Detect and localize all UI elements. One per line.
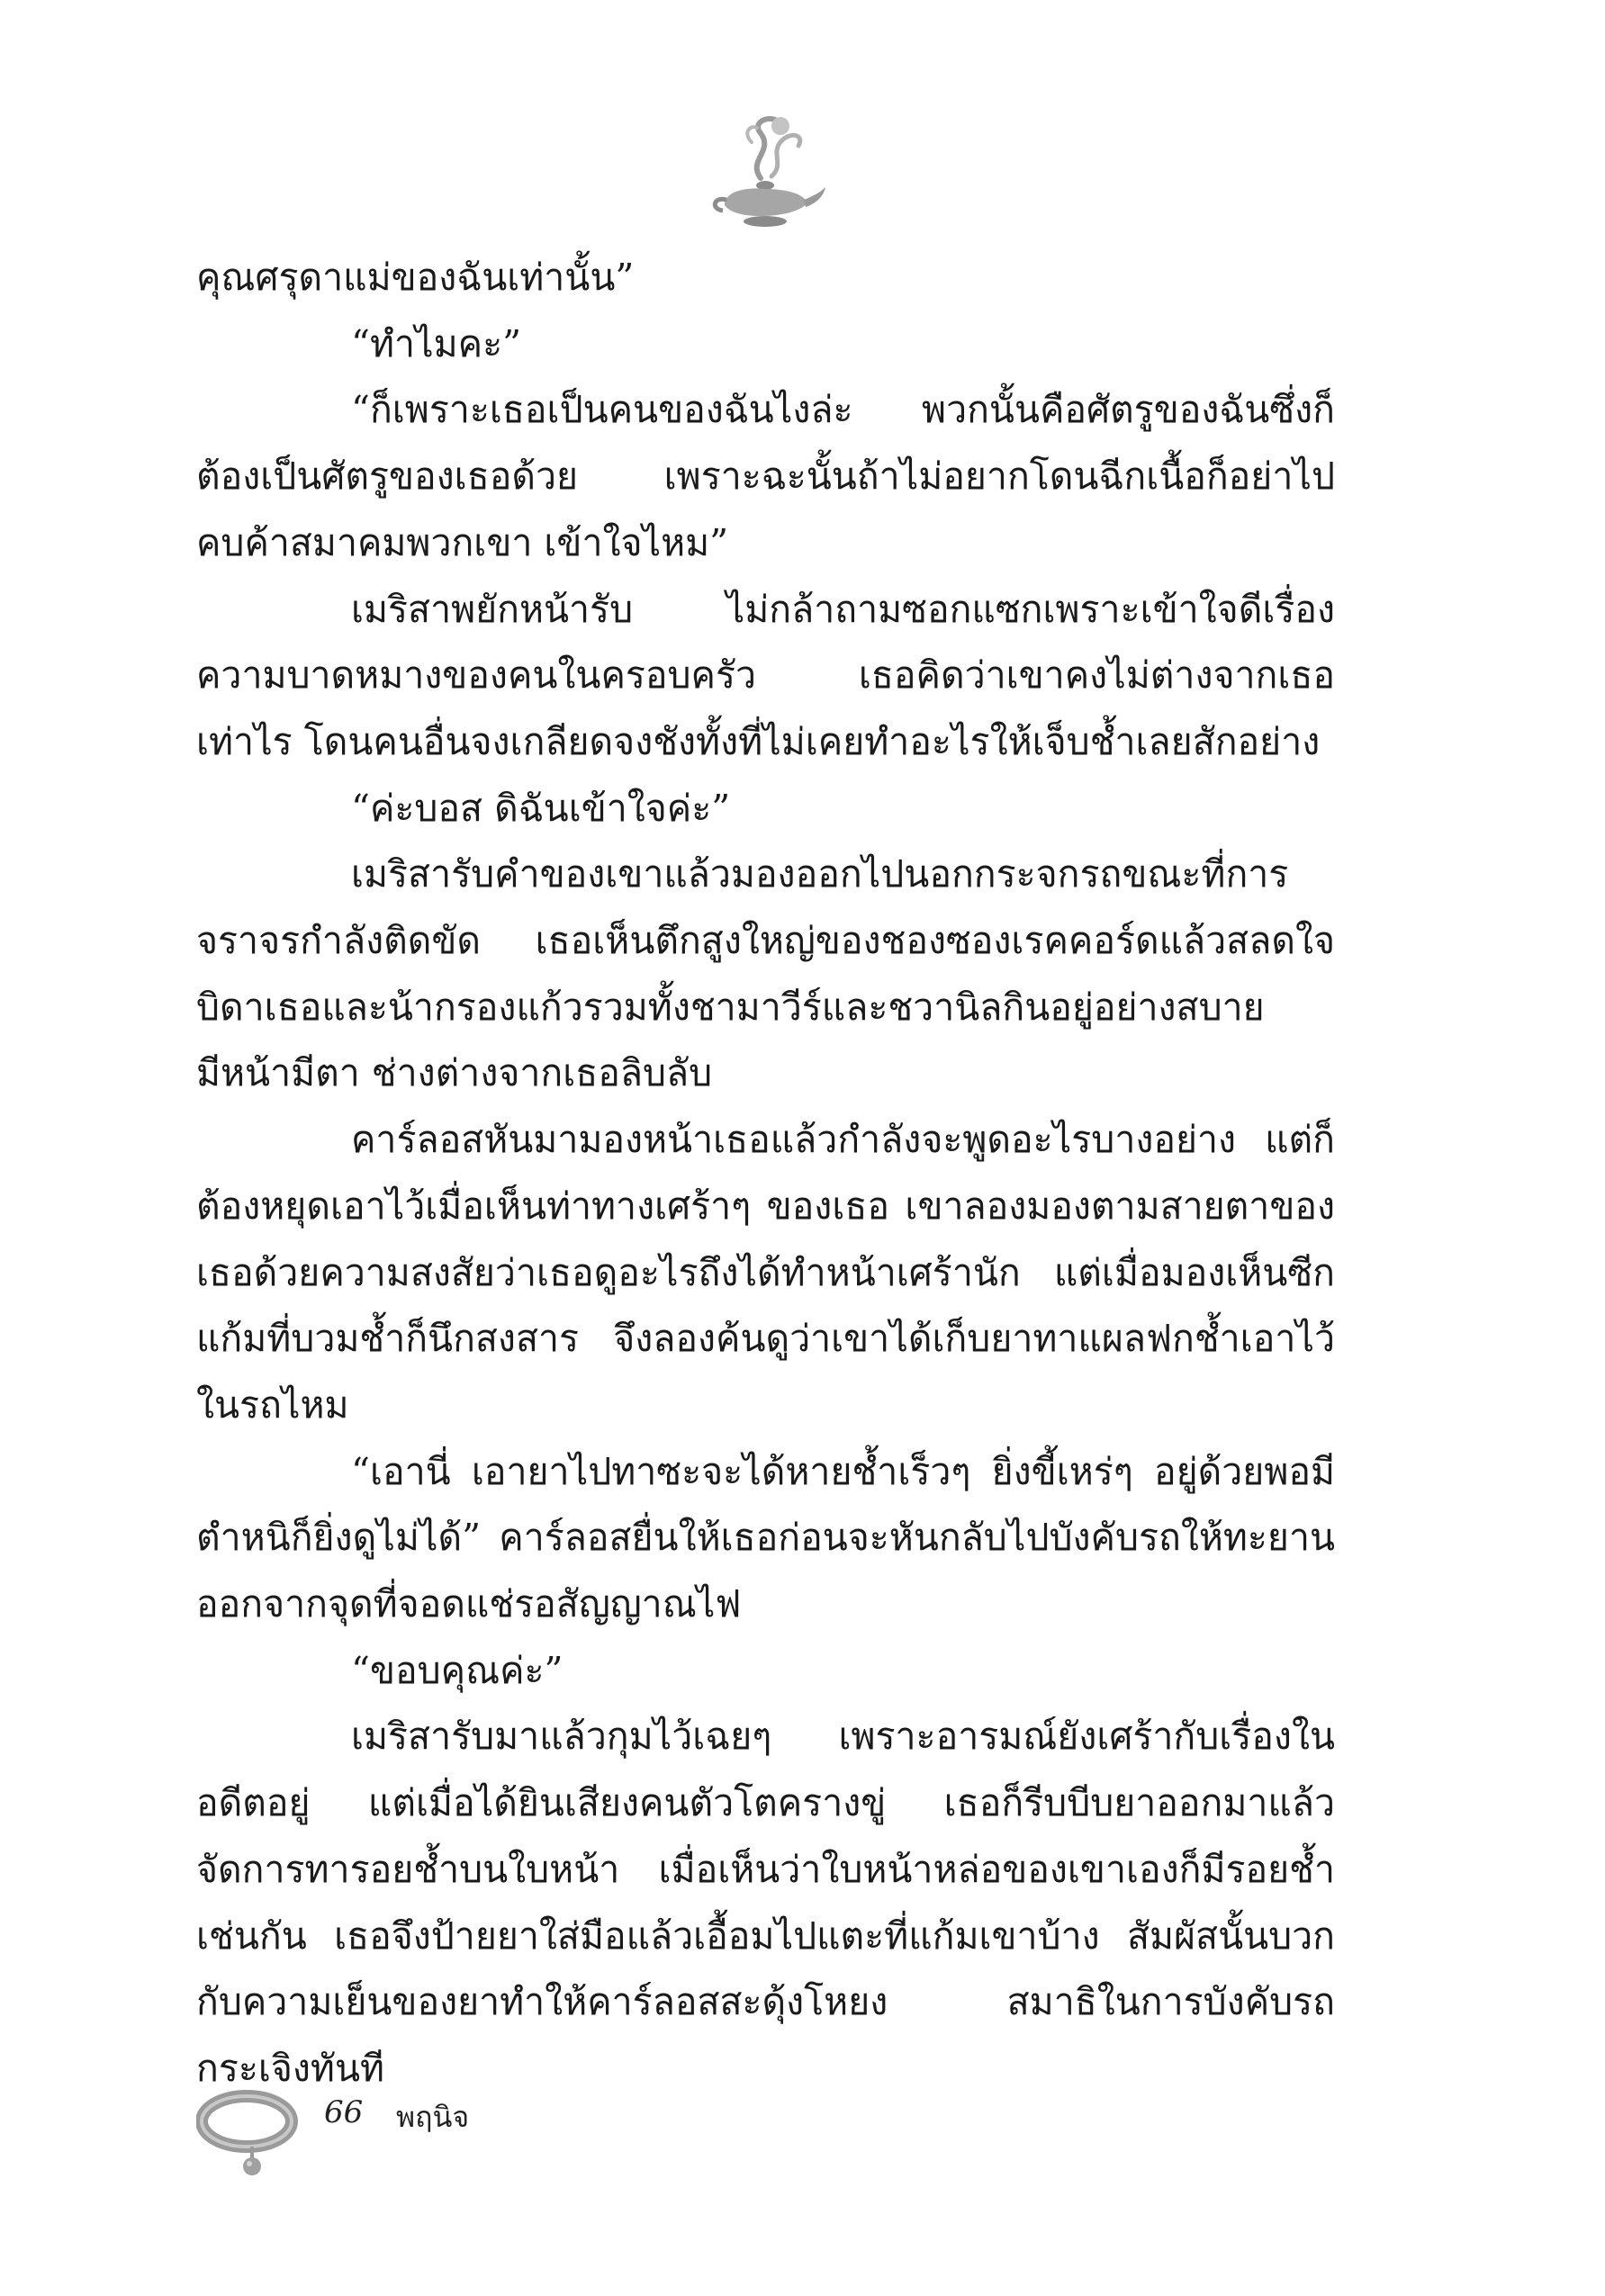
paragraph: “ทำไมคะ” xyxy=(351,321,522,365)
running-title: พฤนิจ xyxy=(396,2100,470,2134)
paragraph: คาร์ลอสหันมามองหน้าเธอแล้วกำลังจะพูดอะไรบางอย่าง แต่ก็ต้องหยุดเอาไว้เมื่อเห็นท่าทางเศร้าๆ ของเธอ เขาลองมองตามสายตาของเธอด้วยความสงสัยว่าเธอดูอะไรถึงได้ทำหน้าเศร้านัก แต่เมื่อมองเห็นซีกแก้มที่บวมช้ำก็นึกสงสาร จึงลองค้นดูว่าเขาได้เก็บยาทาแผลฟกช้ำเอาไว้ในรถไหม xyxy=(196,1118,1335,1427)
paragraph: “เอานี่ เอายาไปทาซะจะได้หายช้ำเร็วๆ ยิ่งขี้เหร่ๆ อยู่ด้วยพอมีตำหนิก็ยิ่งดูไม่ได้” คาร์ลอสยื่นให้เธอก่อนจะหันกลับไปบังคับรถให้ทะยานออกจากจุดที่จอดแช่รอสัญญาณไฟ xyxy=(196,1449,1335,1626)
paragraph: “ค่ะบอส ดิฉันเข้าใจค่ะ” xyxy=(351,786,731,830)
bangle-icon xyxy=(196,2084,304,2183)
paragraph: “ก็เพราะเธอเป็นคนของฉันไงล่ะ พวกนั้นคือศัตรูของฉันซึ่งก็ต้องเป็นศัตรูของเธอด้วย เพราะฉะนั้นถ้าไม่อยากโดนฉีกเนื้อก็อย่าไปคบค้าสมาคมพวกเขา เข้าใจไหม” xyxy=(196,388,1335,564)
paragraph: “ขอบคุณค่ะ” xyxy=(351,1648,564,1692)
paragraph: เมริสารับคำของเขาแล้วมองออกไปนอกกระจกรถขณะที่การจราจรกำลังติดขัด เธอเห็นตึกสูงใหญ่ของชองซองเรคคอร์ดแล้วสลดใจ บิดาเธอและน้ากรองแก้วรวมทั้งชามาวีร์และชวานิลกินอยู่อย่างสบายมีหน้ามีตา ช่างต่างจากเธอลิบลับ xyxy=(196,852,1335,1095)
paragraph: เมริสารับมาแล้วกุมไว้เฉยๆ เพราะอารมณ์ยังเศร้ากับเรื่องในอดีตอยู่ แต่เมื่อได้ยินเสียงคนตัวโตครางขู่ เธอก็รีบบีบยาออกมาแล้วจัดการทารอยช้ำบนใบหน้า เมื่อเห็นว่าใบหน้าหล่อของเขาเองก็มีรอยช้ำเช่นกัน เธอจึงป้ายยาใส่มือแล้วเอื้อมไปแตะที่แก้มเขาบ้าง สัมผัสนั้นบวกกับความเย็นของยาทำให้คาร์ลอสสะดุ้งโหยง สมาธิในการบังคับรถกระเจิงทันที xyxy=(196,1715,1335,2090)
magic-lamp-icon xyxy=(698,106,833,241)
page-number: 66 xyxy=(324,2094,364,2130)
page-footer xyxy=(196,2084,736,2183)
body-text xyxy=(196,245,1335,2102)
paragraph: เมริสาพยักหน้ารับ ไม่กล้าถามซอกแซกเพราะเข้าใจดีเรื่องความบาดหมางของคนในครอบครัว เธอคิดว่าเขาคงไม่ต่างจากเธอเท่าไร โดนคนอื่นจงเกลียดจงชังทั้งที่ไม่เคยทำอะไรให้เจ็บช้ำเลยสักอย่าง xyxy=(196,587,1335,763)
paragraph: คุณศรุดาแม่ของฉันเท่านั้น” xyxy=(196,256,635,299)
